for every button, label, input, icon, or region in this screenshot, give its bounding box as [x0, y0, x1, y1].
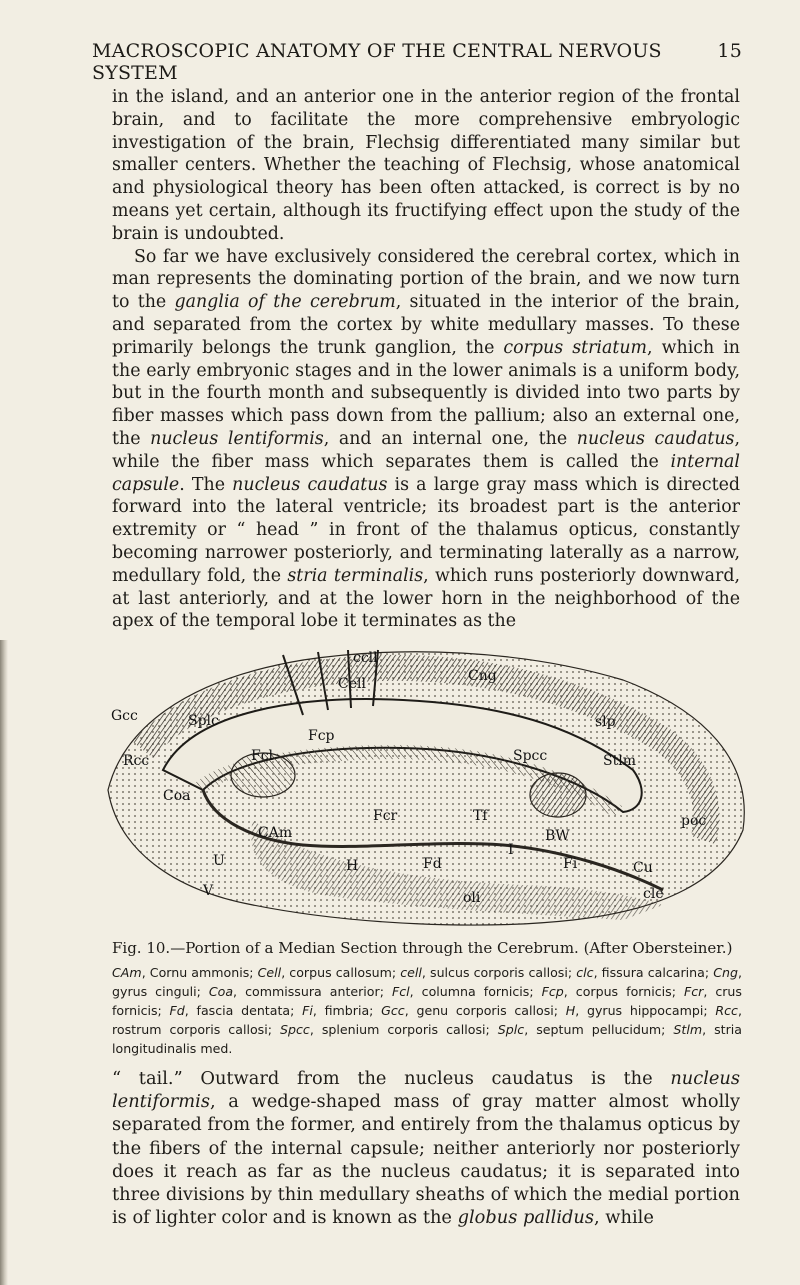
label-h: H — [346, 858, 359, 874]
term-nucleus-lentiformis: nucleus lentiformis — [150, 428, 324, 449]
legend-text: , gyrus hippocampi; — [575, 1003, 716, 1018]
label-fd: Fd — [423, 856, 442, 872]
text-run: , while the fiber mass which separates them is called the — [112, 428, 740, 472]
legend-abbr: Spcc — [279, 1022, 310, 1037]
label-oli: oli — [463, 890, 481, 906]
label-slp: slp — [595, 714, 616, 730]
figure-caption — [112, 939, 742, 1058]
legend-text: , crus fornicis; — [112, 984, 742, 1018]
label-i: I — [508, 842, 514, 858]
legend-text: , splenium corporis callosi; — [309, 1022, 498, 1037]
legend-abbr: Fcr — [683, 984, 704, 999]
term-ganglia: ganglia of the cerebrum — [174, 292, 396, 313]
text-run: So far we have exclusively considered the cerebral cortex, which in man represents the dominating portion of the brain, and we now turn to the — [112, 246, 740, 313]
label-fi: Fi — [563, 856, 578, 872]
legend-abbr: clc — [576, 965, 594, 980]
term-internal-capsule: internal capsule — [112, 451, 740, 495]
label-fcl: Fcl — [251, 748, 274, 764]
body-text-top — [112, 86, 740, 633]
term-corpus-striatum: corpus striatum — [503, 337, 648, 358]
legend-text: , fascia dentata; — [184, 1003, 303, 1018]
figure-median-section — [103, 640, 763, 930]
label-poc: poc — [681, 813, 707, 829]
text-run: , and an internal one, the — [323, 428, 577, 449]
legend-abbr: Coa — [208, 984, 234, 999]
running-header — [92, 40, 742, 84]
label-cng: Cng — [468, 668, 497, 684]
legend-abbr: Cng — [713, 965, 738, 980]
caption-title: Fig. 10.—Portion of a Median Section through the Cerebrum. (After Obersteiner.) — [112, 939, 733, 957]
term-nucleus-caudatus: nucleus caudatus — [232, 474, 388, 495]
legend-text: , Cornu ammonis; — [141, 965, 258, 980]
brain-section-illustration — [103, 640, 763, 930]
legend-text: , septum pellucidum; — [524, 1022, 674, 1037]
term-stria-terminalis: stria terminalis — [287, 565, 424, 586]
legend-abbr: Splc — [497, 1022, 525, 1037]
legend-abbr: Rcc — [715, 1003, 738, 1018]
label-fcp: Fcp — [308, 728, 335, 744]
legend-abbr: Stlm — [673, 1022, 703, 1037]
label-rcc: Rcc — [123, 753, 150, 769]
legend-text: , rostrum corporis callosi; — [112, 1003, 742, 1037]
page-number: 15 — [717, 40, 742, 62]
label-bw: BW — [545, 828, 570, 844]
legend-abbr: Fi — [302, 1003, 313, 1018]
label-spcc: Spcc — [513, 748, 548, 764]
legend-abbr: Gcc — [381, 1003, 405, 1018]
label-splc: Splc — [188, 713, 219, 729]
legend-text: , corpus callosum; — [281, 965, 401, 980]
text-run: , a wedge-shaped mass of gray matter almost wholly separated from the former, and entirely from the thalamus opticus by the fibers of the internal capsule; neither anteriorly nor posteriorly does it reach as far as the nucleus caudatus; it is separated into three divisions by thin medullary sheaths of which the medial portion is of lighter color and is known as the — [112, 1091, 741, 1229]
label-u: U — [213, 853, 225, 869]
caption-legend — [112, 963, 742, 1058]
legend-abbr: Fcp — [541, 984, 564, 999]
label-stlm: Stlm — [603, 753, 636, 769]
label-cle: cle — [643, 886, 664, 902]
label-ccll: ccll — [353, 650, 378, 666]
paragraph-1 — [112, 86, 740, 246]
legend-abbr: cell — [400, 965, 422, 980]
body-text-bottom — [112, 1067, 740, 1229]
running-title: MACROSCOPIC ANATOMY OF THE CENTRAL NERVOUS SYSTEM — [92, 40, 662, 84]
term-nucleus-lentiformis: nucleus lentiformis — [112, 1068, 740, 1113]
label-gcc: Gcc — [111, 708, 138, 724]
legend-abbr: Fcl — [391, 984, 410, 999]
paragraph-2 — [112, 246, 740, 634]
legend-abbr: Fd — [169, 1003, 185, 1018]
paragraph-1-text: in the island, and an anterior one in the anterior region of the frontal brain, and to facilitate the more comprehensive embryologic investigation of the brain, Flechsig differentiated many similar but smaller centers. Whether the teaching of Flechsig, whose anatomical and physiological theory has been often attacked, is correct is by no means yet certain, although its fructifying effect upon the study of the brain is undoubted. — [112, 87, 740, 244]
legend-text: , corpus fornicis; — [563, 984, 684, 999]
legend-text: , sulcus corporis callosi; — [421, 965, 577, 980]
legend-abbr: Cell — [257, 965, 282, 980]
legend-text: , commissura anterior; — [233, 984, 392, 999]
text-run: , situated in the interior of the brain, and separated from the cortex by white medullary masses. To these primarily belongs the trunk ganglion, the — [112, 292, 740, 358]
legend-text: , fimbria; — [312, 1003, 382, 1018]
label-v: V — [203, 883, 214, 899]
text-run: , which in the early embryonic stages and in the lower animals is a uniform body, but in the fourth month and subsequently is divided into two parts by fiber masses which pass down from the pallium; also an external one, the — [112, 337, 740, 449]
label-cu: Cu — [633, 860, 653, 876]
legend-text: , columna fornicis; — [409, 984, 542, 999]
term-nucleus-caudatus: nucleus caudatus — [576, 428, 735, 449]
label-cell: Cell — [338, 676, 366, 692]
legend-text: , gyrus cinguli; — [112, 965, 742, 999]
term-globus-pallidus: globus pallidus — [457, 1207, 594, 1229]
label-tf: Tf — [473, 808, 488, 824]
text-run: , which runs posteriorly downward, at last anteriorly, and at the lower horn in the neighborhood of the apex of the temporal lobe it terminates as the — [112, 565, 740, 632]
legend-text: , stria longitudinalis med. — [112, 1022, 743, 1056]
text-run: . The — [179, 474, 233, 495]
paragraph-3 — [112, 1067, 740, 1229]
label-fcr: Fcr — [373, 808, 398, 824]
text-run: , while — [594, 1207, 654, 1229]
label-cam: CAm — [258, 825, 293, 841]
label-coa: Coa — [163, 788, 191, 804]
page-edge-shadow — [0, 640, 8, 1285]
text-run: is a large gray mass which is directed forward into the lateral ventricle; its broadest part is the anterior extremity or “ head ” in front of the thalamus opticus, constantly becoming narrower posteriorly, and terminating laterally as a narrow, medullary fold, the — [112, 474, 740, 586]
text-run: “ tail.” Outward from the nucleus caudatus is the — [112, 1068, 671, 1089]
legend-abbr: CAm — [112, 965, 142, 980]
legend-text: , genu corporis callosi; — [404, 1003, 566, 1018]
legend-text: , fissura calcarina; — [593, 965, 714, 980]
splenium-shape — [530, 773, 586, 817]
legend-abbr: H — [565, 1003, 576, 1018]
